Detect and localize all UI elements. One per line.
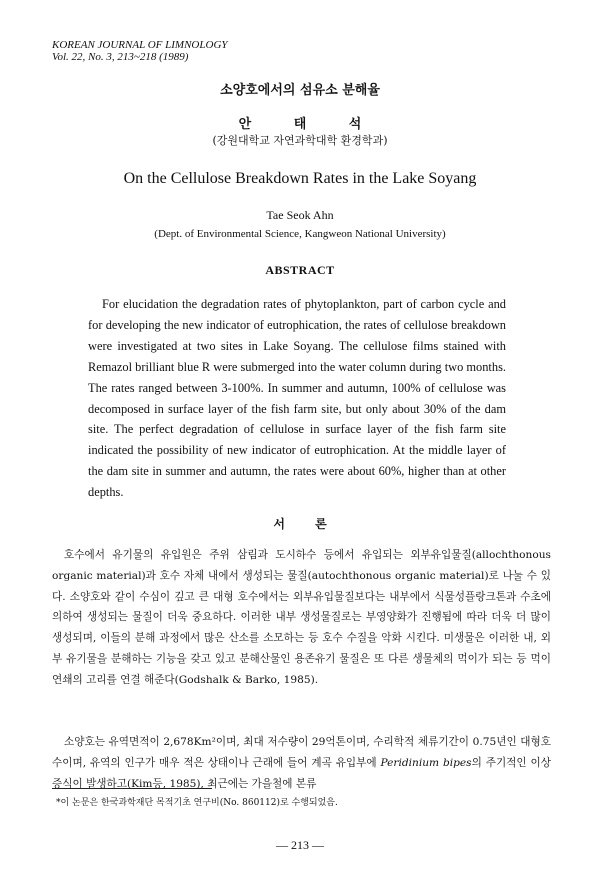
footnote-divider — [52, 788, 212, 789]
species-name: Peridinium bipes — [380, 756, 472, 769]
paragraph-2-text-a: 소양호는 유역면적이 2,678Km²이며, 최대 저수량이 29억톤이며, 수리학적 체류기간이 0.75년인 대형호수이며, 유역의 인구가 매우 적은 상태이나 근래에 들어 계곡 유입부에 — [52, 736, 551, 769]
introduction-paragraph-2 — [52, 732, 551, 794]
english-author: Tae Seok Ahn — [266, 208, 334, 222]
paragraph-2-text-b: 의 주기적인 이상증식이 발생하고(Kim등, 1985), 최근에는 가을철에 본류 — [52, 756, 551, 790]
page-number: — 213 — — [276, 838, 324, 852]
english-title: On the Cellulose Breakdown Rates in the Lake Soyang — [123, 170, 477, 187]
journal-name: KOREAN JOURNAL OF LIMNOLOGY — [52, 39, 228, 51]
english-affiliation: (Dept. of Environmental Science, Kangweon National University) — [154, 228, 446, 240]
abstract-heading: ABSTRACT — [265, 263, 335, 277]
footnote: *이 논문은 한국과학재단 목적기초 연구비(No. 860112)로 수행되었음. — [56, 798, 338, 808]
korean-author: 안 태 석 — [238, 117, 362, 132]
journal-volume: Vol. 22, No. 3, 213~218 (1989) — [52, 51, 189, 63]
korean-affiliation: (강원대학교 자연과학대학 환경학과) — [212, 134, 388, 147]
introduction-heading: 서 론 — [273, 517, 327, 531]
journal-header — [52, 39, 228, 63]
abstract-text: For elucidation the degradation rates of phytoplankton, part of carbon cycle and for developing the new indicator of eutrophication, the rates of cellulose breakdown were investigated at two sites in Lake Soyang. The cellulose films stained with Remazol brilliant blue R were submerged into the water column during two months. The rates ranged between 3-100%. In summer and autumn, 100% of cellulose was decomposed in surface layer of the fish farm site, but only about 30% of the dam site. The perfect degradation of cellulose in surface layer of the fish farm site indicated the possibility of new indicator of eutrophication. At the middle layer of the dam site in summer and autumn, the rates were about 60%, higher than at other depths. — [88, 297, 506, 500]
introduction-paragraph-1: 호수에서 유기물의 유입원은 주위 삼림과 도시하수 등에서 유입되는 외부유입물질(allochthonous organic material)과 호수 자체 내에서 생성되는 물질(autochthonous organic material)로 나눌 수 있다. 소양호와 같이 수심이 깊고 큰 대형 호수에서는 외부유입물질보다는 내부에서 식물성플랑크톤과 수초에 의하여 생성되는 물질이 더욱 중요하다. 이러한 내부 생성물질로는 부영양화가 진행됨에 따라 더욱 더 많이 생성되며, 이들의 분해 과정에서 많은 산소를 소모하는 등 호수 수질을 악화 시킨다. 미생물은 이러한 내, 외부 유기물을 분해하는 기능을 갖고 있고 분해산물인 용존유기 물질은 또 다른 생물체의 먹이가 되는 등 먹이연쇄의 고리를 연결 해준다(Godshalk & Barko, 1985). — [52, 549, 551, 686]
korean-title: 소양호에서의 섬유소 분해율 — [220, 83, 380, 98]
